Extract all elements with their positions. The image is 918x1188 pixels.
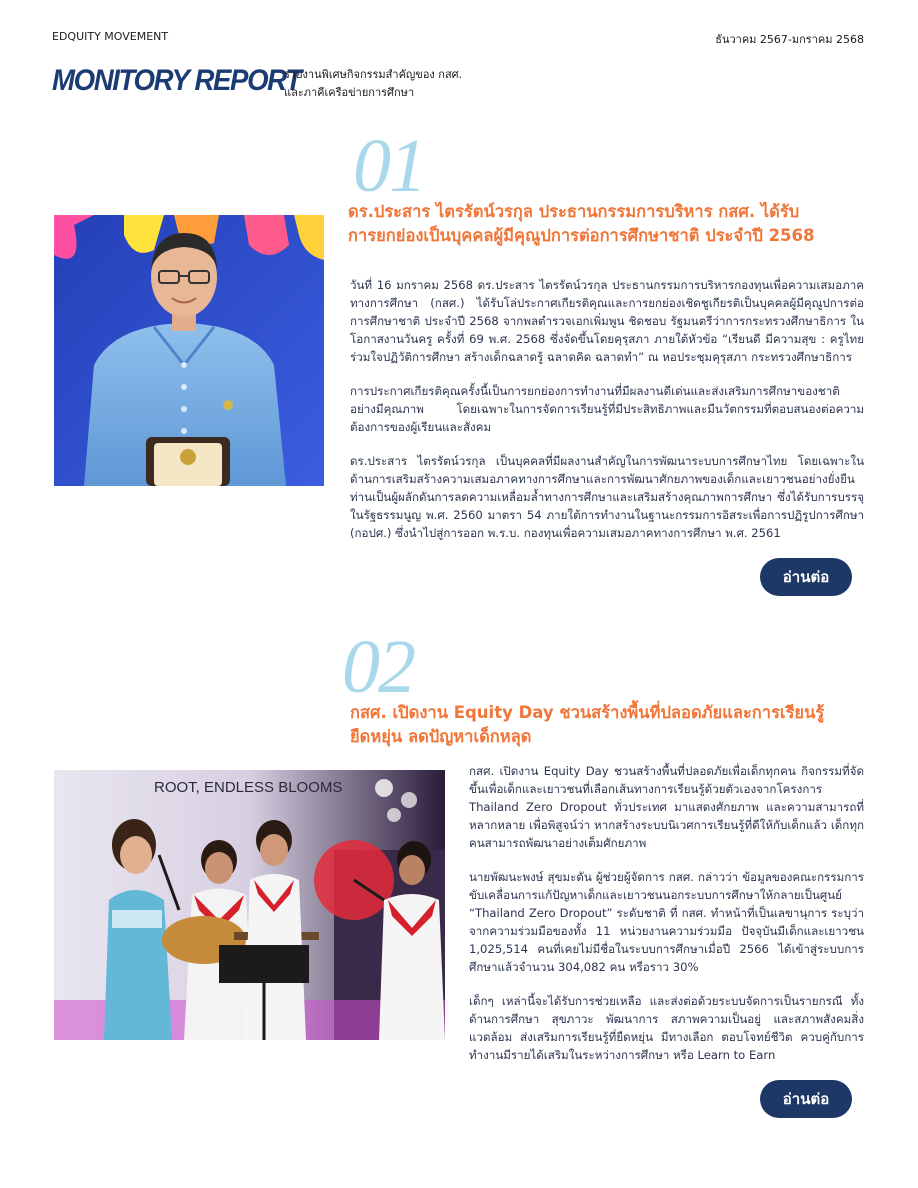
- article-paragraph: กสศ. เปิดงาน Equity Day ชวนสร้างพื้นที่ปลอดภัยเพื่อเด็กทุกคน กิจกรรมที่จัดขึ้นเพื่อเด็กและเยาวชนที่เลือกเส้นทางการเรียนรู้ด้วยตัวเองจากโครงการ Thailand Zero Dropout ทั่วประเทศ มาแสดงศักยภาพ และความสามารถที่หลากหลาย เพื่อพิสูจน์ว่า หากสร้างระบบนิเวศการเรียนรู้ที่ดีให้กับเด็กแล้ว เด็กทุกคนสามารถพัฒนาอย่างเต็มศักยภาพ: [469, 764, 864, 850]
- event-photo: [54, 770, 445, 1040]
- brand-name: EDQUITY MOVEMENT: [52, 30, 169, 43]
- headline-line: ดร.ประสาร ไตรรัตน์วรกุล ประธานกรรมการบริหาร กสศ. ได้รับ: [348, 202, 800, 221]
- report-subtitle-line2: และภาคีเครือข่ายการศึกษา: [284, 86, 415, 99]
- report-subtitle: [284, 66, 544, 102]
- event-photo-illustration: [54, 770, 445, 1040]
- article-headline[interactable]: [350, 701, 870, 749]
- report-title: MONITORY REPORT: [52, 64, 301, 97]
- article-paragraph: การประกาศเกียรติคุณครั้งนี้เป็นการยกย่องการทำงานที่มีผลงานดีเด่นและส่งเสริมการศึกษาของชาติอย่างมีคุณภาพ โดยเฉพาะในการจัดการเรียนรู้ที่มีประสิทธิภาพและมีนวัตกรรมที่ตอบสนองต่อความต้องการของผู้เรียนและสังคม: [350, 384, 864, 434]
- article-paragraph: นายพัฒนะพงษ์ สุขมะดัน ผู้ช่วยผู้จัดการ กสศ. กล่าวว่า ข้อมูลของคณะกรรมการขับเคลื่อนการแก้ปัญหาเด็กและเยาวชนนอกระบบการศึกษาให้กลายเป็นศูนย์ “Thailand Zero Dropout” ระดับชาติ ที่ กสศ. ทำหน้าที่เป็นเลขานุการ ระบุว่าจากความร่วมมือของทั้ง 11 หน่วยงานความร่วมมือ ปัจจุบันมีเด็กและเยาวชน 1,025,514 คนที่เคยไม่มีชื่อในระบบการศึกษาเมื่อปี 2566 ได้เข้าสู่ระบบการศึกษาแล้วจำนวน 304,082 คน หรือราว 30%: [469, 870, 864, 974]
- article-number: 02: [342, 625, 414, 709]
- article-headline[interactable]: [348, 200, 868, 248]
- article-body: [469, 762, 864, 1080]
- award-photo-illustration: [54, 215, 324, 486]
- read-more-button[interactable]: อ่านต่อ: [760, 558, 852, 596]
- photo-banner-text: ROOT, ENDLESS BLOOMS: [154, 779, 343, 796]
- article-body: [350, 276, 864, 558]
- headline-line: ยืดหยุ่น ลดปัญหาเด็กหลุด: [350, 727, 532, 746]
- read-more-button[interactable]: อ่านต่อ: [760, 1080, 852, 1118]
- article-number: 01: [353, 124, 425, 208]
- article-paragraph: เด็กๆ เหล่านี้จะได้รับการช่วยเหลือ และส่งต่อด้วยระบบจัดการเป็นรายกรณี ทั้งด้านการศึกษา สุขภาวะ พัฒนาการ สภาพความเป็นอยู่ และสภาพสังคมสิ่งแวดล้อม ส่งเสริมการเรียนรู้ที่ยืดหยุ่น มีทางเลือก ตอบโจทย์ชีวิต ควบคู่กับการทำงานมีรายได้เสริมในระหว่างการศึกษา หรือ Learn to Earn: [469, 994, 864, 1062]
- headline-line: กสศ. เปิดงาน Equity Day ชวนสร้างพื้นที่ปลอดภัยและการเรียนรู้: [350, 703, 825, 722]
- report-subtitle-line1: รายงานพิเศษกิจกรรมสำคัญของ กสศ.: [284, 68, 463, 81]
- article-paragraph: ดร.ประสาร ไตรรัตน์วรกุล เป็นบุคคลที่มีผลงานสำคัญในการพัฒนาระบบการศึกษาไทย โดยเฉพาะในด้านการเสริมสร้างความเสมอภาคทางการศึกษาและการพัฒนาศักยภาพของเด็กและเยาวชนอย่างยั่งยืน ท่านเป็นผู้ผลักดันการลดความเหลื่อมล้ำทางการศึกษาและเสริมสร้างคุณภาพการศึกษา ซึ่งได้รับการบรรจุในรัฐธรรมนูญ พ.ศ. 2560 มาตรา 54 ภายใต้การทำงานในฐานะกรรมการอิสระเพื่อการปฏิรูปการศึกษา (กอปศ.) ซึ่งนำไปสู่การออก พ.ร.บ. กองทุนเพื่อความเสมอภาคทางการศึกษา พ.ศ. 2561: [350, 454, 864, 540]
- date-range: ธันวาคม 2567-มกราคม 2568: [715, 33, 864, 46]
- award-photo: [54, 215, 324, 486]
- article-paragraph: วันที่ 16 มกราคม 2568 ดร.ประสาร ไตรรัตน์วรกุล ประธานกรรมการบริหารกองทุนเพื่อความเสมอภาคทางการศึกษา (กสศ.) ได้รับโล่ประกาศเกียรติคุณและการยกย่องเชิดชูเกียรติเป็นบุคคลผู้มีคุณูปการต่อการศึกษาชาติ ประจำปี 2568 จากพลตำรวจเอกเพิ่มพูน ชิดชอบ รัฐมนตรีว่าการกระทรวงศึกษาธิการ ในโอกาสงานวันครู ครั้งที่ 69 พ.ศ. 2568 ซึ่งจัดขึ้นโดยคุรุสภา ภายใต้หัวข้อ “เรียนดี มีความสุข : ครูไทยร่วมใจปฏิวัติการศึกษา สร้างเด็กฉลาดรู้ ฉลาดคิด ฉลาดทำ” ณ หอประชุมคุรุสภา กระทรวงศึกษาธิการ: [350, 278, 864, 364]
- headline-line: การยกย่องเป็นบุคคลผู้มีคุณูปการต่อการศึกษาชาติ ประจำปี 2568: [348, 226, 815, 245]
